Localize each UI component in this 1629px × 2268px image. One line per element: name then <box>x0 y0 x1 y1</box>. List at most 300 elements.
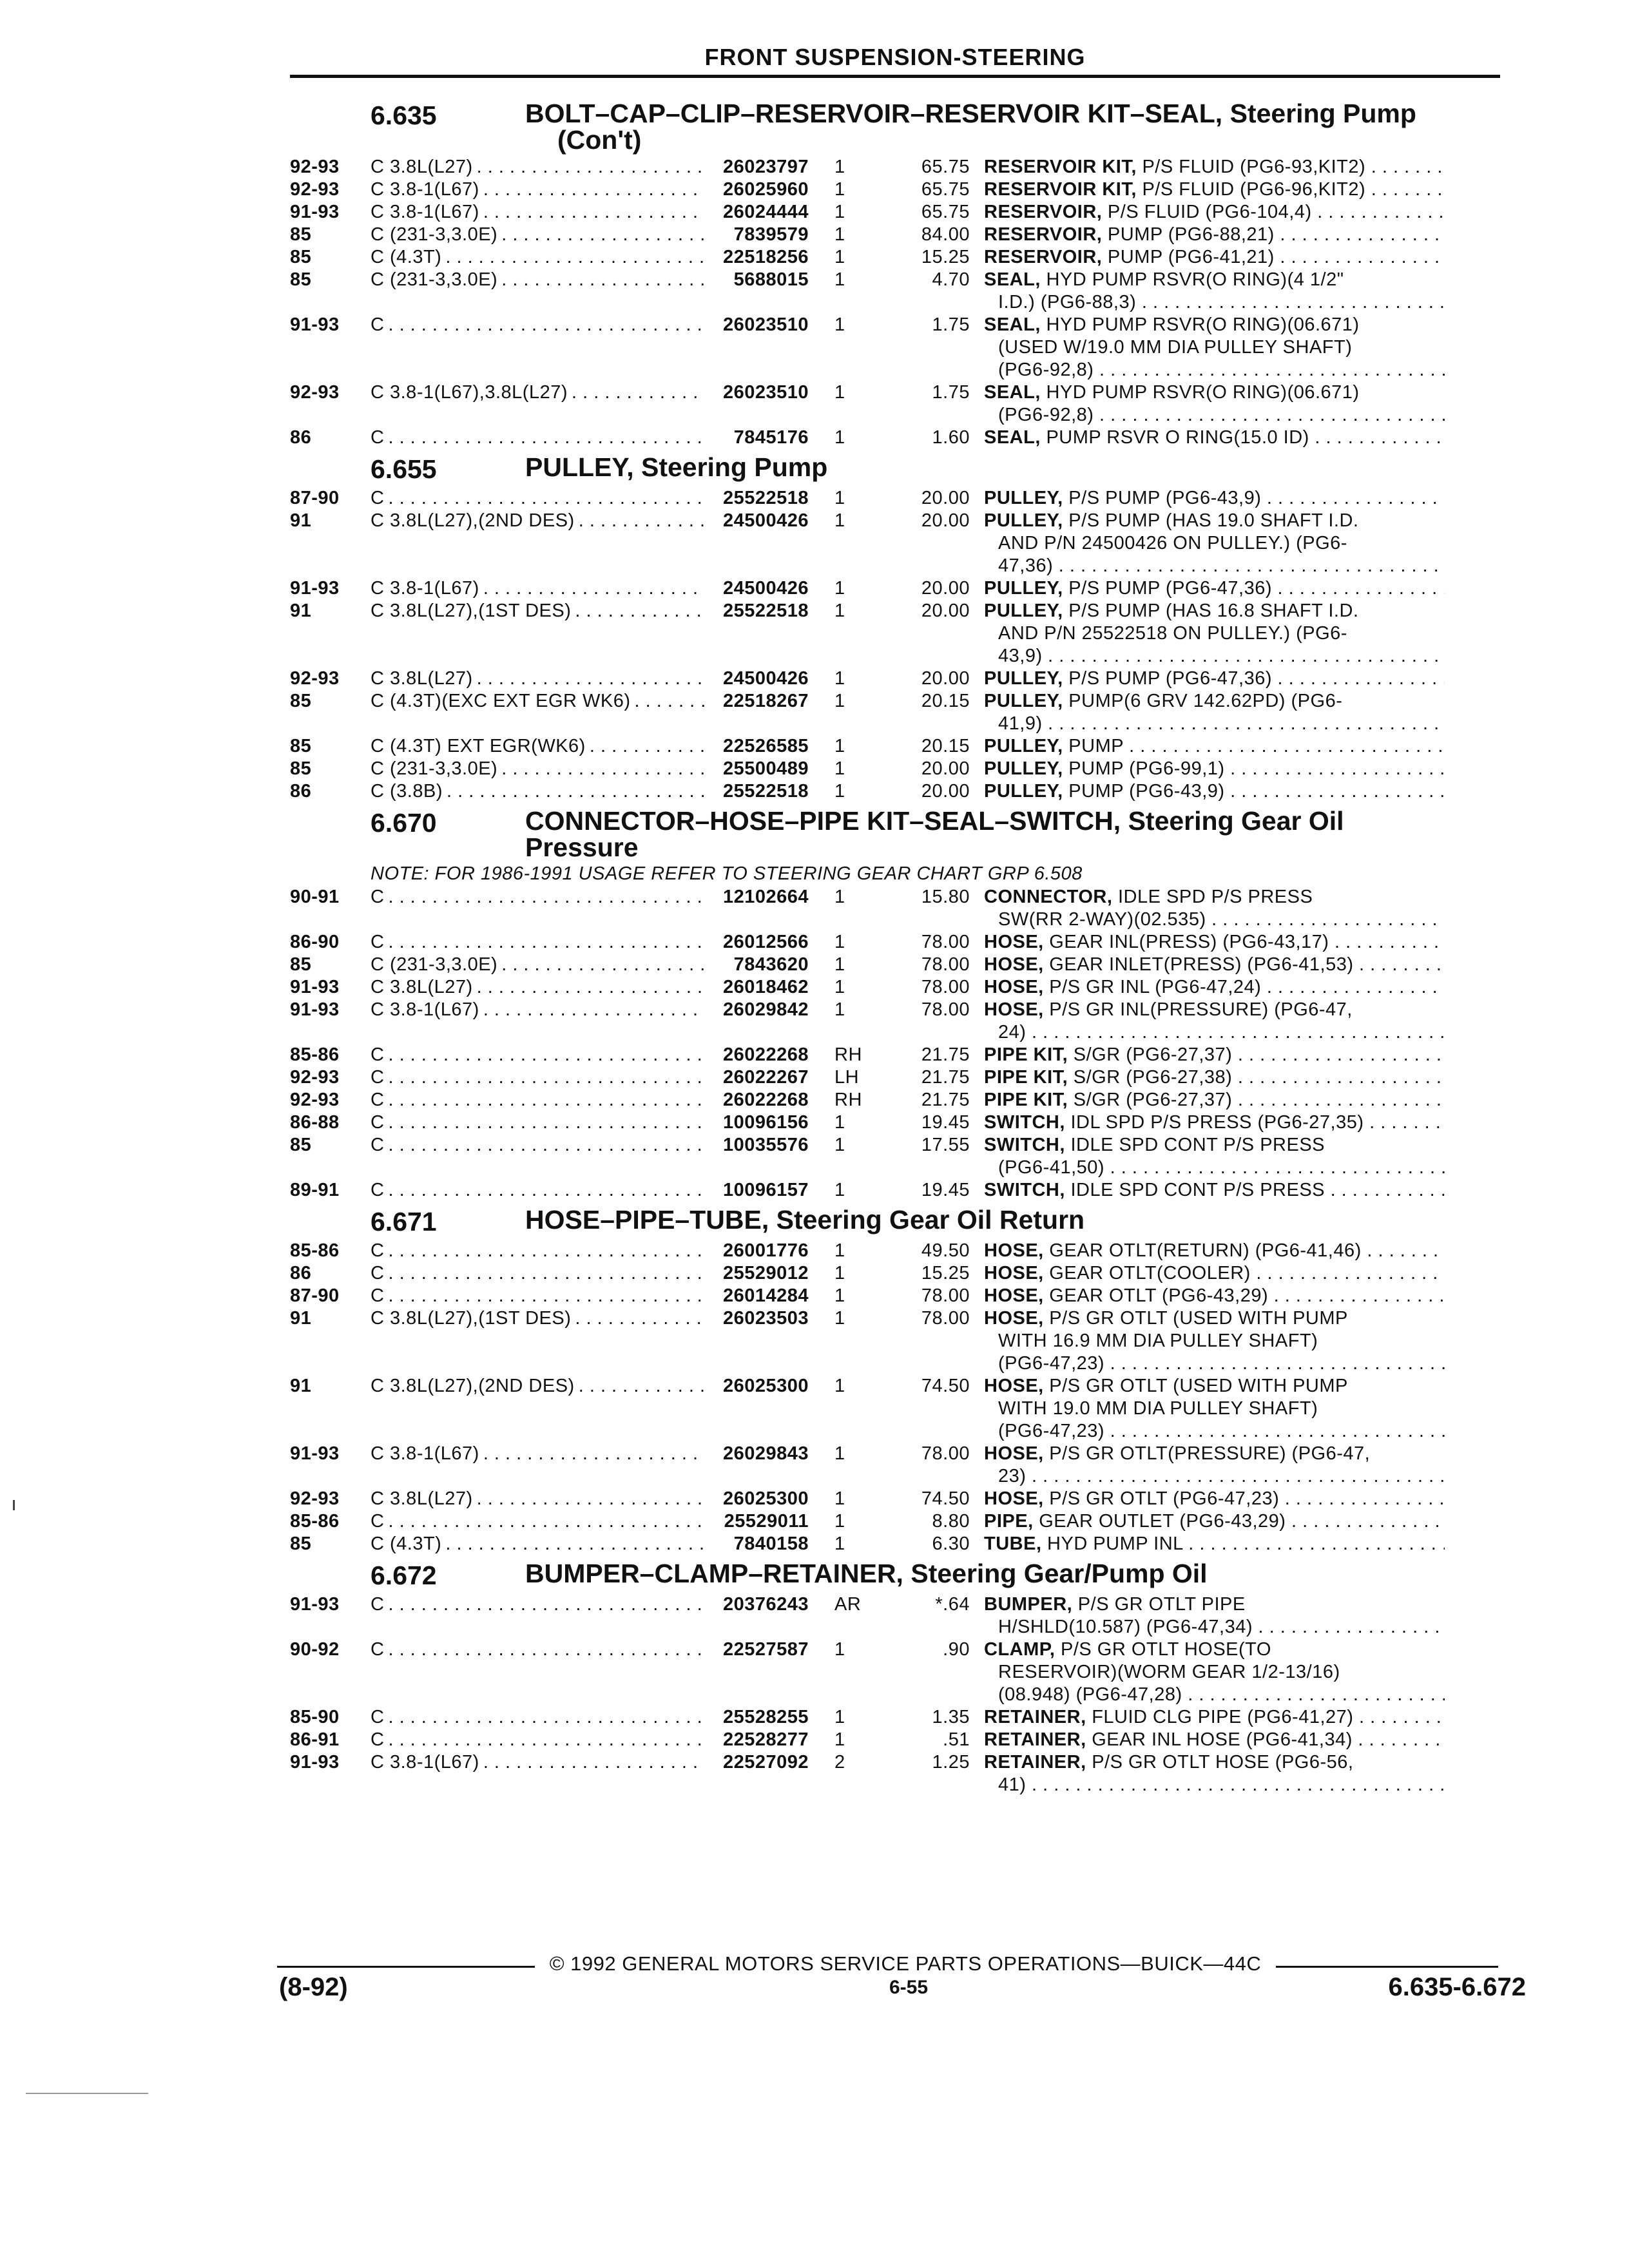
description-line <box>984 532 1445 555</box>
description-text: AND P/N 24500426 ON PULLEY.) (PG6- <box>998 533 1347 553</box>
part-row <box>290 1307 1508 1375</box>
section-number: 6.655 <box>371 454 437 484</box>
application-text: C 3.8L(L27),(1ST DES) <box>371 601 572 621</box>
description <box>984 1639 1445 1706</box>
description-keyword: SWITCH, <box>984 1112 1065 1133</box>
application-text: C <box>371 1067 385 1088</box>
description-keyword: RESERVOIR KIT, <box>984 179 1137 200</box>
description-text: FLUID CLG PIPE (PG6-41,27) <box>1086 1707 1354 1727</box>
description <box>984 886 1445 931</box>
description-text: GEAR OTLT(COOLER) <box>1043 1263 1251 1283</box>
part-row <box>290 1089 1508 1111</box>
part-number: 26022268 <box>722 1044 809 1065</box>
description-line <box>984 1066 1445 1089</box>
part-number: 26018462 <box>722 977 809 997</box>
description-text: P/S GR INL (PG6-47,24) <box>1043 977 1262 997</box>
model-years: 92-93 <box>290 1090 340 1110</box>
quantity: 1 <box>834 932 845 952</box>
application <box>371 690 709 735</box>
model-years: 85 <box>290 758 312 779</box>
quantity: 1 <box>834 1533 845 1554</box>
catalog-section <box>290 101 1508 449</box>
application <box>371 1593 709 1639</box>
part-number: 26023797 <box>722 157 809 177</box>
part-number: 24500426 <box>722 668 809 689</box>
price: 78.00 <box>921 1285 970 1306</box>
description-keyword: RETAINER, <box>984 1707 1086 1727</box>
dot-leader <box>501 758 705 780</box>
price: 6.30 <box>932 1533 970 1554</box>
description-keyword: HOSE, <box>984 999 1044 1020</box>
dot-leader <box>388 1729 705 1751</box>
dot-leader <box>388 314 705 381</box>
part-number: 25522518 <box>722 781 809 802</box>
application <box>371 1443 709 1488</box>
section-subtitle: (Con't) <box>557 125 642 155</box>
dot-leader <box>388 1240 705 1262</box>
dot-leader <box>388 1510 705 1533</box>
description-text: (PG6-92,8) <box>998 405 1094 425</box>
part-number: 25529011 <box>724 1511 809 1532</box>
application <box>371 1639 709 1706</box>
application <box>371 1751 709 1796</box>
application <box>371 487 709 510</box>
description <box>984 1240 1445 1262</box>
dot-leader <box>483 1443 705 1488</box>
description <box>984 931 1445 954</box>
section-note: NOTE: FOR 1986-1991 USAGE REFER TO STEERING GEAR CHART GRP 6.508 <box>371 863 1083 884</box>
part-row <box>290 1262 1508 1285</box>
part-row <box>290 600 1508 668</box>
quantity: 1 <box>834 758 845 779</box>
description-line <box>984 224 1445 246</box>
description-line <box>984 1639 1445 1661</box>
application-text: C 3.8-1(L67) <box>371 999 479 1020</box>
part-number: 26029842 <box>722 999 809 1020</box>
application-text: C 3.8L(L27),(2ND DES) <box>371 510 575 531</box>
description-line <box>984 1285 1445 1307</box>
description <box>984 1066 1445 1089</box>
section-heading <box>290 808 1508 861</box>
dot-leader <box>388 1179 705 1202</box>
model-years: 86-88 <box>290 1112 340 1133</box>
description-keyword: CLAMP, <box>984 1639 1055 1660</box>
price: 20.00 <box>921 578 970 599</box>
dot-leader <box>579 1375 705 1443</box>
part-number: 26022268 <box>722 1090 809 1110</box>
model-years: 92-93 <box>290 668 340 689</box>
description-text: P/S GR OTLT(PRESSURE) (PG6-47, <box>1043 1443 1371 1464</box>
application <box>371 999 709 1044</box>
description-keyword: HOSE, <box>984 1308 1044 1329</box>
dot-leader <box>388 931 705 954</box>
application-text: C (231-3,3.0E) <box>371 269 498 290</box>
description-keyword: HOSE, <box>984 1240 1044 1261</box>
description-text: S/GR (PG6-27,37) <box>1068 1090 1233 1110</box>
description-text: P/S FLUID (PG6-96,KIT2) <box>1136 179 1366 200</box>
application <box>371 600 709 668</box>
description-text: S/GR (PG6-27,37) <box>1068 1044 1233 1065</box>
description-keyword: HOSE, <box>984 954 1044 975</box>
quantity: 1 <box>834 1180 845 1200</box>
section-title-block <box>525 808 1492 861</box>
dot-leader <box>388 1089 705 1111</box>
description-line <box>984 1398 1445 1420</box>
description-keyword: BUMPER, <box>984 1594 1073 1615</box>
price: 15.25 <box>921 1263 970 1283</box>
description-line <box>984 713 1445 735</box>
description-text: P/S GR OTLT PIPE <box>1072 1594 1246 1615</box>
description-line <box>984 246 1445 269</box>
application <box>371 1510 709 1533</box>
model-years: 85 <box>290 269 312 290</box>
description-line <box>984 269 1445 291</box>
model-years: 91-93 <box>290 202 340 222</box>
dot-leader <box>483 999 705 1044</box>
part-row <box>290 1111 1508 1134</box>
description-line <box>984 931 1445 954</box>
quantity: RH <box>834 1090 862 1110</box>
dot-leader <box>477 668 705 690</box>
description-text: HYD PUMP INL <box>1041 1533 1183 1554</box>
description-text: SW(RR 2-WAY)(02.535) <box>998 909 1206 930</box>
application <box>371 1533 709 1555</box>
description-line <box>984 1533 1445 1555</box>
application-text: C 3.8L(L27) <box>371 157 473 177</box>
application <box>371 178 709 201</box>
part-number: 26001776 <box>722 1240 809 1261</box>
description-keyword: SEAL, <box>984 382 1041 403</box>
quantity: 1 <box>834 247 845 267</box>
application <box>371 1262 709 1285</box>
model-years: 89-91 <box>290 1180 340 1200</box>
description-line <box>984 622 1445 645</box>
description-line <box>984 1179 1445 1202</box>
description <box>984 427 1445 449</box>
description-line <box>984 1465 1445 1488</box>
section-title-block <box>525 454 1492 481</box>
description-text: HYD PUMP RSVR(O RING)(06.671) <box>1040 314 1360 335</box>
description <box>984 269 1445 314</box>
part-row <box>290 1134 1508 1179</box>
part-number: 26025300 <box>722 1376 809 1396</box>
model-years: 91-93 <box>290 578 340 599</box>
description-line <box>984 600 1445 622</box>
model-years: 91-93 <box>290 1443 340 1464</box>
price: .90 <box>943 1639 970 1660</box>
description <box>984 1044 1445 1066</box>
dot-leader <box>477 1488 705 1510</box>
description-line <box>984 1729 1445 1751</box>
application-text: C 3.8L(L27),(2ND DES) <box>371 1376 575 1396</box>
description-text: RESERVOIR)(WORM GEAR 1/2-13/16) <box>998 1662 1340 1682</box>
dot-leader <box>388 1262 705 1285</box>
description-line <box>984 1751 1445 1774</box>
description-line <box>984 381 1445 404</box>
description-text: IDLE SPD CONT P/S PRESS <box>1065 1135 1325 1155</box>
application-text: C (4.3T)(EXC EXT EGR WK6) <box>371 691 631 711</box>
description-line <box>984 1375 1445 1398</box>
dot-leader <box>388 1285 705 1307</box>
part-row <box>290 1751 1508 1796</box>
description-keyword: RESERVOIR, <box>984 202 1103 222</box>
description-text: GEAR OTLT(RETURN) (PG6-41,46) <box>1043 1240 1362 1261</box>
price: 21.75 <box>921 1067 970 1088</box>
quantity: 1 <box>834 510 845 531</box>
description-keyword: SWITCH, <box>984 1180 1065 1200</box>
application <box>371 1375 709 1443</box>
dot-leader <box>388 1044 705 1066</box>
description <box>984 780 1445 803</box>
section-number: 6.635 <box>371 101 437 130</box>
description-text: 47,36) <box>998 555 1054 576</box>
application <box>371 577 709 600</box>
application <box>371 381 709 427</box>
description-line <box>984 156 1445 178</box>
description-text: (PG6-47,23) <box>998 1353 1105 1374</box>
description-line <box>984 1330 1445 1352</box>
application <box>371 201 709 224</box>
description <box>984 1443 1445 1488</box>
part-row <box>290 976 1508 999</box>
section-subtitle: Pressure <box>525 832 639 862</box>
price: *.64 <box>935 1594 970 1615</box>
quantity: 1 <box>834 578 845 599</box>
description-text: S/GR (PG6-27,38) <box>1068 1067 1233 1088</box>
model-years: 85 <box>290 224 312 245</box>
price: 78.00 <box>921 1308 970 1329</box>
model-years: 86 <box>290 1263 312 1283</box>
description <box>984 1179 1445 1202</box>
description-keyword: PULLEY, <box>984 758 1063 779</box>
description-keyword: PULLEY, <box>984 510 1063 531</box>
quantity: 1 <box>834 1376 845 1396</box>
description-keyword: RETAINER, <box>984 1752 1086 1773</box>
quantity: 1 <box>834 1112 845 1133</box>
application <box>371 1044 709 1066</box>
application-text: C <box>371 1240 385 1261</box>
description-text: 41,9) <box>998 713 1043 734</box>
description <box>984 1706 1445 1729</box>
application-text: C 3.8-1(L67) <box>371 578 479 599</box>
part-row <box>290 1729 1508 1751</box>
part-number: 22518256 <box>722 247 809 267</box>
description <box>984 1375 1445 1443</box>
part-row <box>290 1639 1508 1706</box>
description-line <box>984 1157 1445 1179</box>
application <box>371 314 709 381</box>
description-text: PUMP RSVR O RING(15.0 ID) <box>1040 427 1309 448</box>
description-line <box>984 668 1445 690</box>
application <box>371 269 709 314</box>
price: 65.75 <box>921 157 970 177</box>
quantity: 1 <box>834 202 845 222</box>
application-text: C 3.8-1(L67) <box>371 179 479 200</box>
description-line <box>984 359 1445 381</box>
description-keyword: SEAL, <box>984 269 1041 290</box>
description-text: WITH 16.9 MM DIA PULLEY SHAFT) <box>998 1331 1318 1351</box>
part-number: 24500426 <box>722 510 809 531</box>
description-keyword: SWITCH, <box>984 1135 1065 1155</box>
price: 19.45 <box>921 1112 970 1133</box>
footer-date: (8-92) <box>279 1973 348 2001</box>
model-years: 92-93 <box>290 157 340 177</box>
description-keyword: HOSE, <box>984 977 1044 997</box>
description-keyword: PULLEY, <box>984 578 1063 599</box>
description-line <box>984 780 1445 803</box>
part-row <box>290 178 1508 201</box>
dot-leader <box>477 156 705 178</box>
part-row <box>290 690 1508 735</box>
model-years: 85 <box>290 736 312 756</box>
description-line <box>984 976 1445 999</box>
dot-leader <box>388 1639 705 1706</box>
description-line <box>984 314 1445 336</box>
description-text: I.D.) (PG6-88,3) <box>998 292 1137 312</box>
model-years: 91-93 <box>290 999 340 1020</box>
dot-leader <box>388 1134 705 1179</box>
quantity: LH <box>834 1067 860 1088</box>
quantity: 1 <box>834 1488 845 1509</box>
quantity: 1 <box>834 1511 845 1532</box>
description-line <box>984 1616 1445 1639</box>
description <box>984 668 1445 690</box>
application <box>371 427 709 449</box>
part-number: 26029843 <box>722 1443 809 1464</box>
description <box>984 976 1445 999</box>
description-line <box>984 954 1445 976</box>
description <box>984 1307 1445 1375</box>
description-keyword: HOSE, <box>984 1376 1044 1396</box>
description <box>984 224 1445 246</box>
application-text: C <box>371 314 385 335</box>
model-years: 91 <box>290 1376 312 1396</box>
footer-page-number: 6-55 <box>889 1977 929 1998</box>
description <box>984 600 1445 668</box>
price: 20.15 <box>921 736 970 756</box>
quantity: 1 <box>834 1443 845 1464</box>
model-years: 85-86 <box>290 1044 340 1065</box>
application-text: C <box>371 887 385 907</box>
model-years: 85 <box>290 1135 312 1155</box>
application-text: C <box>371 1639 385 1660</box>
description-line <box>984 1134 1445 1157</box>
dot-leader <box>483 201 705 224</box>
description-text: 23) <box>998 1466 1027 1486</box>
part-row <box>290 1593 1508 1639</box>
description-keyword: TUBE, <box>984 1533 1042 1554</box>
section-number: 6.672 <box>371 1561 437 1590</box>
description-text: WITH 19.0 MM DIA PULLEY SHAFT) <box>998 1398 1318 1419</box>
quantity: 1 <box>834 1308 845 1329</box>
application <box>371 758 709 780</box>
part-number: 20376243 <box>722 1594 809 1615</box>
part-number: 26014284 <box>722 1285 809 1306</box>
description-line <box>984 404 1445 427</box>
application <box>371 1179 709 1202</box>
description-text: P/S GR OTLT (USED WITH PUMP <box>1043 1376 1348 1396</box>
quantity: 1 <box>834 224 845 245</box>
dot-leader <box>447 780 705 803</box>
description <box>984 758 1445 780</box>
description <box>984 1111 1445 1134</box>
description-text: AND P/N 25522518 ON PULLEY.) (PG6- <box>998 623 1347 644</box>
quantity: 1 <box>834 314 845 335</box>
quantity: 1 <box>834 269 845 290</box>
application <box>371 224 709 246</box>
part-row <box>290 1066 1508 1089</box>
parts-catalog-content <box>290 95 1508 1796</box>
price: 49.50 <box>921 1240 970 1261</box>
part-number: 26024444 <box>722 202 809 222</box>
description-text: PUMP(6 GRV 142.62PD) (PG6- <box>1063 691 1343 711</box>
part-row <box>290 156 1508 178</box>
section-heading <box>290 1561 1508 1591</box>
application-text: C (4.3T) <box>371 247 442 267</box>
description <box>984 1134 1445 1179</box>
part-number: 22527587 <box>722 1639 809 1660</box>
part-row <box>290 1510 1508 1533</box>
dot-leader <box>572 381 705 427</box>
model-years: 91 <box>290 510 312 531</box>
description-line <box>984 1420 1445 1443</box>
quantity: 1 <box>834 1263 845 1283</box>
description-line <box>984 1307 1445 1330</box>
section-title: PULLEY, Steering Pump <box>525 452 828 482</box>
application <box>371 1089 709 1111</box>
description-keyword: HOSE, <box>984 1263 1044 1283</box>
section-number: 6.671 <box>371 1207 437 1236</box>
description-keyword: PIPE, <box>984 1511 1034 1532</box>
part-row <box>290 668 1508 690</box>
description-line <box>984 487 1445 510</box>
description-text: (08.948) (PG6-47,28) <box>998 1684 1182 1705</box>
application <box>371 1285 709 1307</box>
application-text: C <box>371 932 385 952</box>
description-text: PUMP <box>1063 736 1124 756</box>
price: 20.00 <box>921 601 970 621</box>
section-title-block <box>525 1561 1492 1587</box>
description-text: P/S PUMP (PG6-47,36) <box>1063 578 1272 599</box>
part-number: 12102664 <box>722 887 809 907</box>
part-row <box>290 1706 1508 1729</box>
part-row <box>290 1533 1508 1555</box>
model-years: 85 <box>290 1533 312 1554</box>
part-number: 10035576 <box>722 1135 809 1155</box>
model-years: 85 <box>290 247 312 267</box>
dot-leader <box>483 178 705 201</box>
model-years: 86 <box>290 427 312 448</box>
description-text: (USED W/19.0 MM DIA PULLEY SHAFT) <box>998 337 1353 358</box>
part-row <box>290 427 1508 449</box>
application <box>371 156 709 178</box>
dot-leader <box>575 600 705 668</box>
description-text: GEAR INL HOSE (PG6-41,34) <box>1086 1729 1353 1750</box>
description <box>984 1729 1445 1751</box>
description-keyword: PULLEY, <box>984 668 1063 689</box>
description-text: (PG6-92,8) <box>998 360 1094 380</box>
application <box>371 735 709 758</box>
scan-speck <box>13 1500 15 1510</box>
dot-leader <box>445 246 705 269</box>
description-text: P/S GR OTLT HOSE (PG6-56, <box>1086 1752 1354 1773</box>
description-text: 41) <box>998 1774 1027 1795</box>
price: .51 <box>943 1729 970 1750</box>
model-years: 86-91 <box>290 1729 340 1750</box>
description-keyword: SEAL, <box>984 314 1041 335</box>
application-text: C <box>371 1044 385 1065</box>
price: 20.15 <box>921 691 970 711</box>
